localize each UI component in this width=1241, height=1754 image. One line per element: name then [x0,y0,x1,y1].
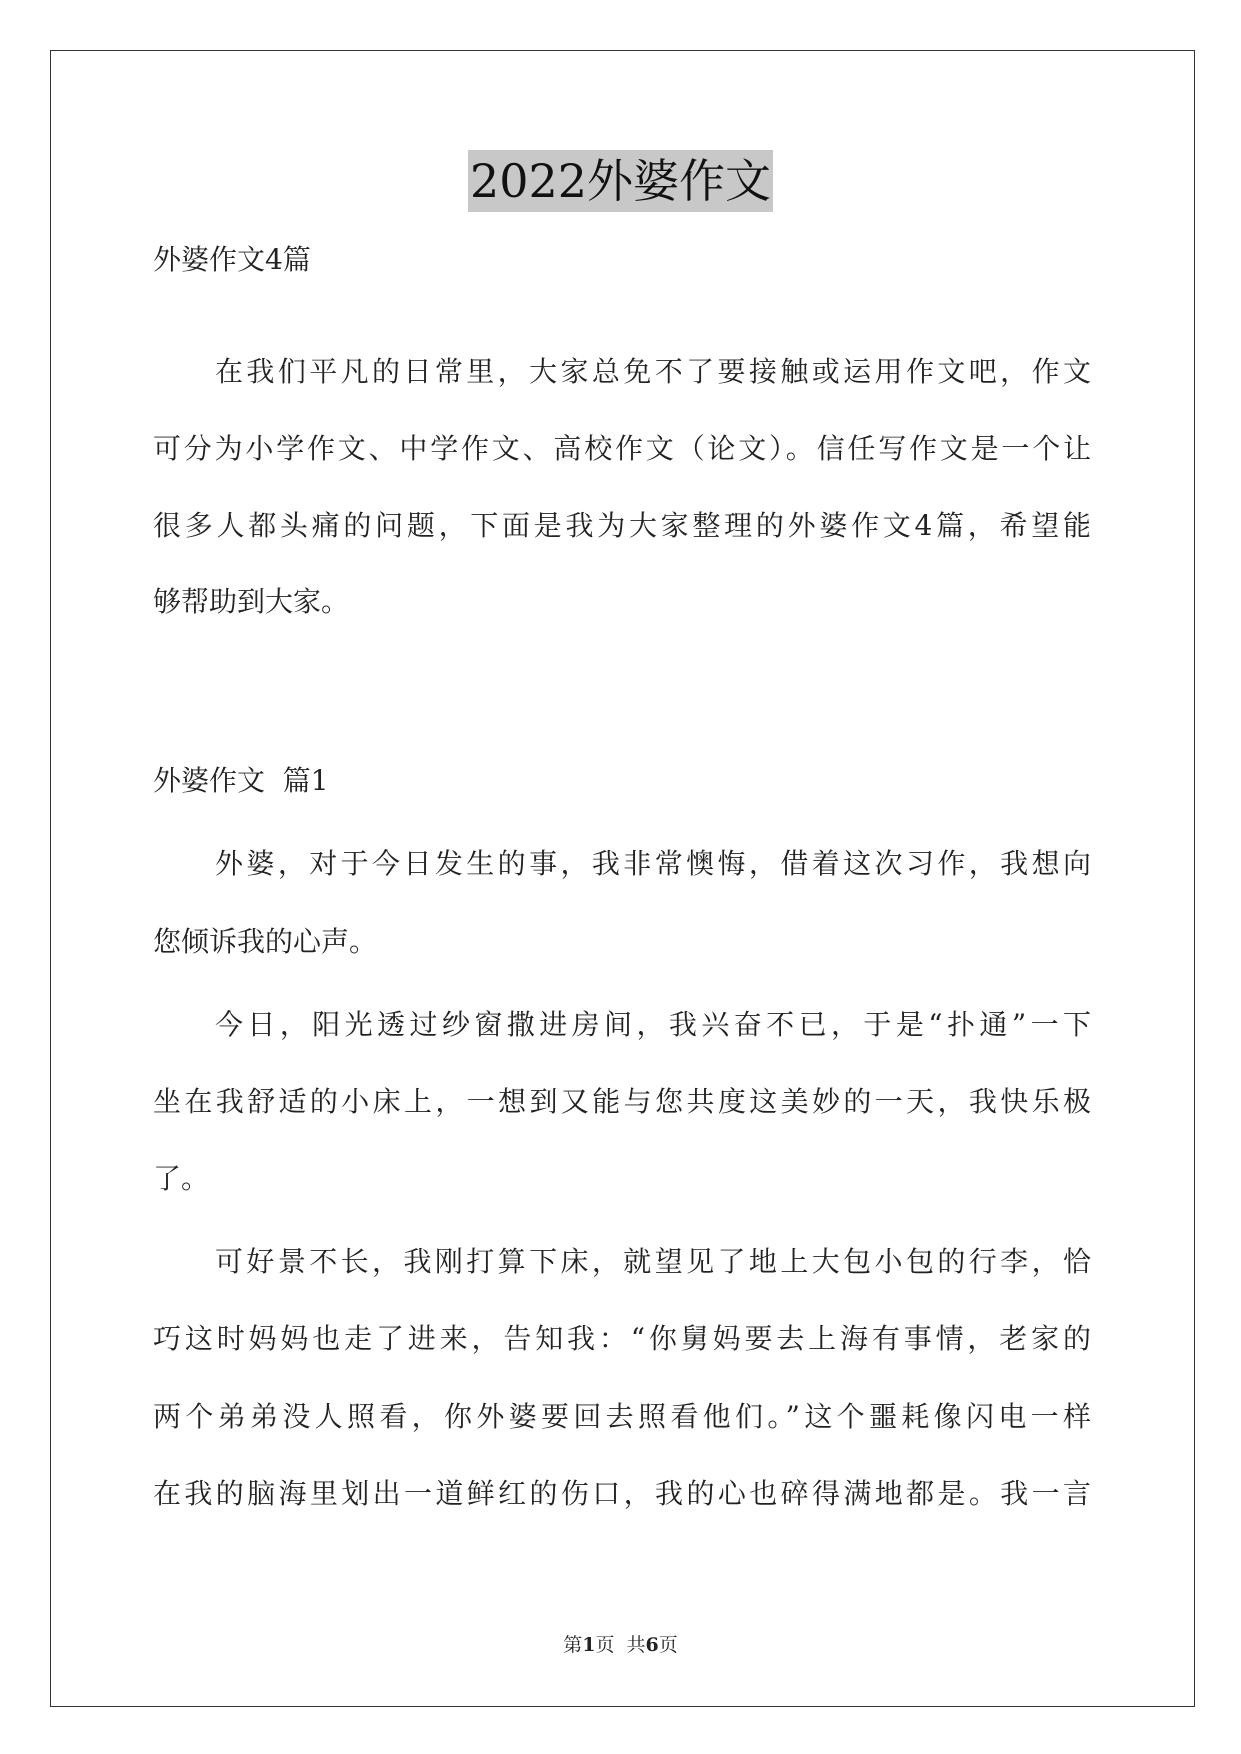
intro-line-1: 在我们平凡的日常里，大家总免不了要接触或运用作文吧，作文 [215,355,1091,388]
page-footer [0,1630,1241,1657]
section-heading: 外婆作文 篇1 [153,764,329,797]
para1-line-2: 您倾诉我的心声。 [153,925,378,958]
para2-line-2: 坐在我舒适的小床上，一想到又能与您共度这美妙的一天，我快乐极 [153,1085,1091,1118]
para3-line-4: 在我的脑海里划出一道鲜红的伤口，我的心也碎得满地都是。我一言 [153,1477,1091,1510]
document-subtitle: 外婆作文4篇 [153,243,311,276]
intro-line-3: 很多人都头痛的问题，下面是我为大家整理的外婆作文4篇，希望能 [153,509,1091,542]
para3-line-2: 巧这时妈妈也走了进来，告知我：“你舅妈要去上海有事情，老家的 [153,1322,1091,1355]
footer-page-total: 6 [645,1634,659,1656]
intro-line-4: 够帮助到大家。 [153,585,350,618]
para3-line-3: 两个弟弟没人照看，你外婆要回去照看他们。”这个噩耗像闪电一样 [153,1400,1091,1433]
document-title: 2022外婆作文 [468,150,773,212]
para3-line-1: 可好景不长，我刚打算下床，就望见了地上大包小包的行李，恰 [215,1245,1091,1278]
para1-line-1: 外婆，对于今日发生的事，我非常懊悔，借着这次习作，我想向 [215,847,1091,880]
footer-page-mid: 页 共 [595,1634,646,1656]
intro-line-2: 可分为小学作文、中学作文、高校作文（论文）。信任写作文是一个让 [153,432,1091,465]
para2-line-3: 了。 [153,1162,210,1195]
para2-line-1: 今日，阳光透过纱窗撒进房间，我兴奋不已，于是“扑通”一下 [215,1008,1091,1041]
footer-page-prefix: 第 [563,1634,583,1656]
footer-page-suffix: 页 [658,1634,678,1656]
footer-page-current: 1 [582,1634,596,1656]
